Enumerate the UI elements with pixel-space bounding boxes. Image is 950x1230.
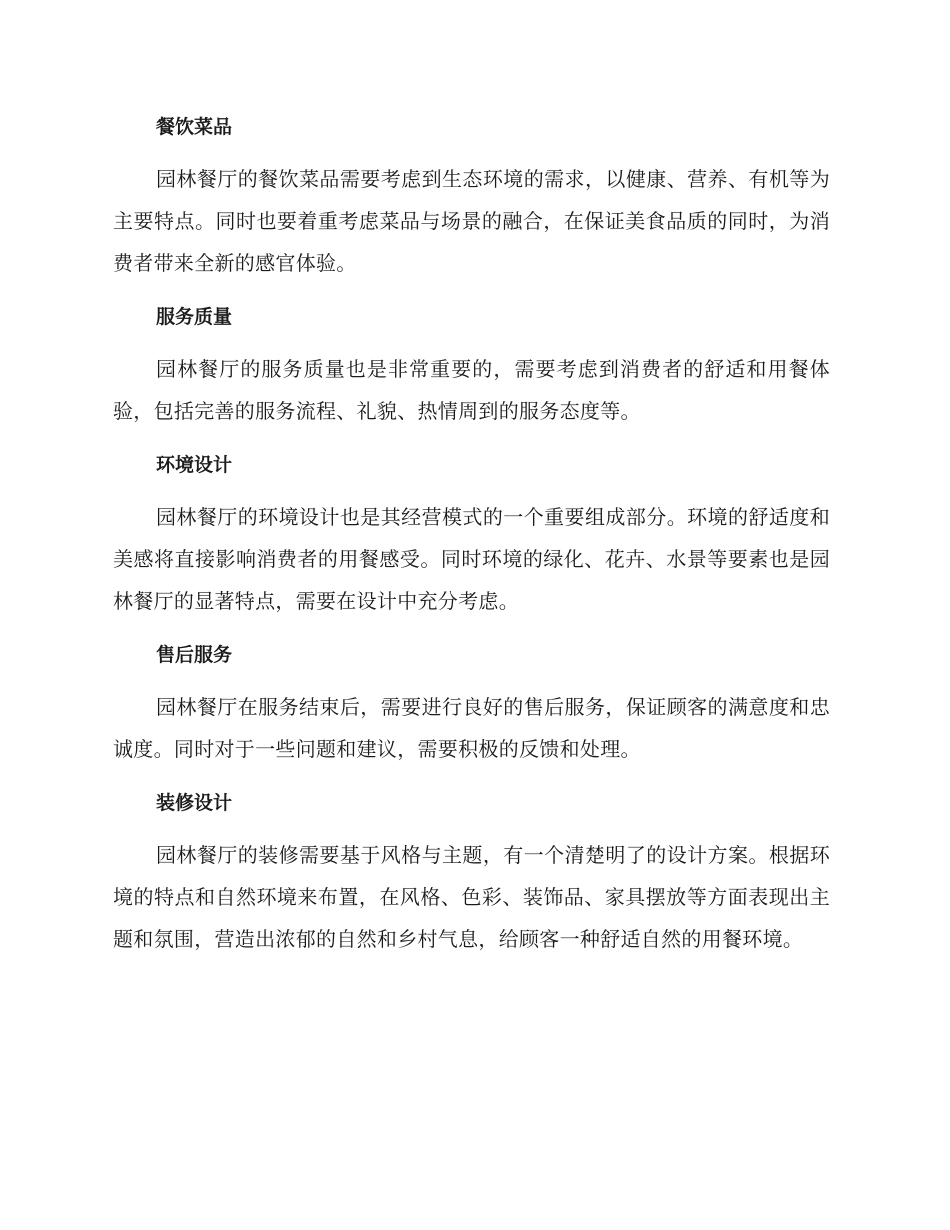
document-page <box>113 108 830 974</box>
section-heading: 餐饮菜品 <box>156 116 233 138</box>
section-paragraph: 园林餐厅的环境设计也是其经营模式的一个重要组成部分。环境的舒适度和美感将直接影响消费者的用餐感受。同时环境的绿化、花卉、水景等要素也是园林餐厅的显著特点，需要在设计中充分考虑。 <box>113 505 830 613</box>
section-service-quality <box>113 298 830 432</box>
section-paragraph: 园林餐厅在服务结束后，需要进行良好的售后服务，保证顾客的满意度和忠诚度。同时对于一些问题和建议，需要积极的反馈和处理。 <box>113 695 830 761</box>
section-after-sales <box>113 636 830 770</box>
section-heading: 环境设计 <box>156 454 233 476</box>
section-heading: 服务质量 <box>156 306 233 328</box>
section-paragraph: 园林餐厅的装修需要基于风格与主题，有一个清楚明了的设计方案。根据环境的特点和自然环境来布置，在风格、色彩、装饰品、家具摆放等方面表现出主题和氛围，营造出浓郁的自然和乡村气息，给顾客一种舒适自然的用餐环境。 <box>113 843 830 951</box>
section-heading: 装修设计 <box>156 792 233 814</box>
section-paragraph: 园林餐厅的服务质量也是非常重要的，需要考虑到消费者的舒适和用餐体验，包括完善的服务流程、礼貌、热情周到的服务态度等。 <box>113 357 830 423</box>
section-environment-design <box>113 446 830 622</box>
section-heading: 售后服务 <box>156 644 233 666</box>
section-decoration-design <box>113 784 830 960</box>
section-paragraph: 园林餐厅的餐饮菜品需要考虑到生态环境的需求，以健康、营养、有机等为主要特点。同时也要着重考虑菜品与场景的融合，在保证美食品质的同时，为消费者带来全新的感官体验。 <box>113 167 830 275</box>
section-dishes <box>113 108 830 284</box>
